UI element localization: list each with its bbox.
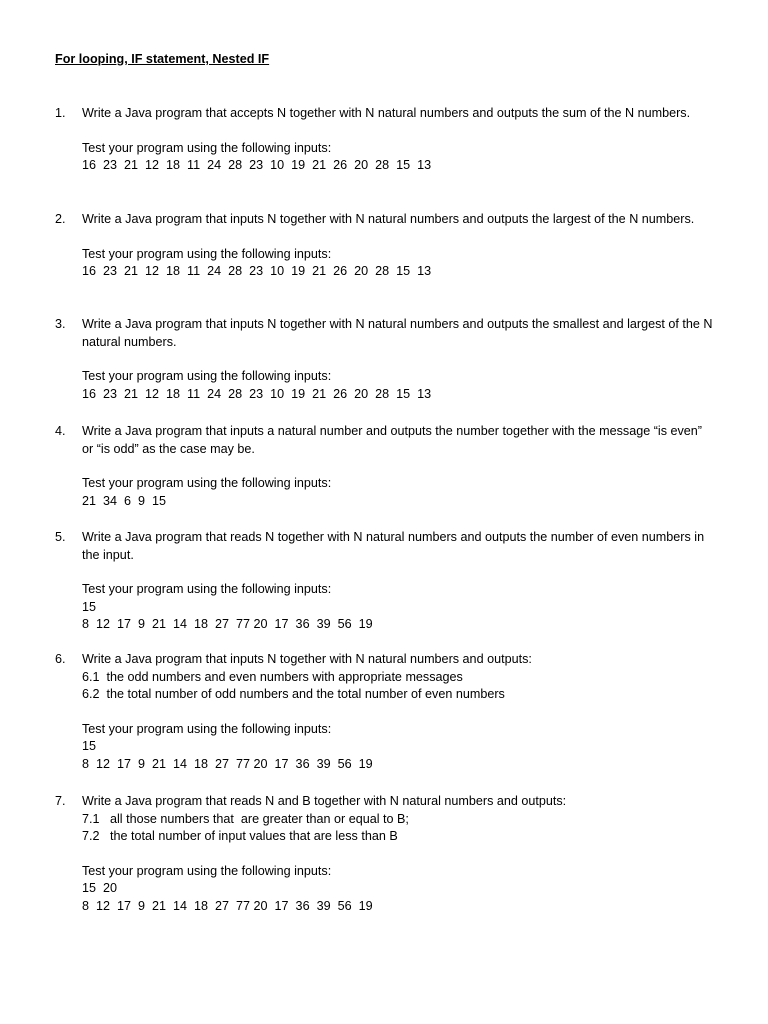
question-7 bbox=[55, 793, 715, 916]
question-2 bbox=[55, 211, 715, 281]
test-label: Test your program using the following inputs: bbox=[82, 582, 332, 597]
test-inputs: 16 23 21 12 18 11 24 28 23 10 19 21 26 20 28 15 13 bbox=[82, 386, 432, 401]
test-inputs: 8 12 17 9 21 14 18 27 77 20 17 36 39 56 19 bbox=[82, 898, 373, 913]
question-text: Write a Java program that accepts N together with N natural numbers and outputs the sum of the N numbers. bbox=[82, 106, 691, 120]
test-label: Test your program using the following inputs: bbox=[82, 476, 332, 491]
test-inputs-count: 15 20 bbox=[82, 881, 118, 896]
question-text: Write a Java program that inputs N together with N natural numbers and outputs: bbox=[82, 652, 532, 666]
question-number: 3. bbox=[55, 317, 66, 331]
test-label: Test your program using the following inputs: bbox=[82, 369, 332, 384]
question-number: 7. bbox=[55, 794, 66, 808]
test-inputs: 16 23 21 12 18 11 24 28 23 10 19 21 26 20 28 15 13 bbox=[82, 158, 432, 173]
test-inputs: 16 23 21 12 18 11 24 28 23 10 19 21 26 20 28 15 13 bbox=[82, 264, 432, 279]
question-number: 1. bbox=[55, 106, 66, 120]
question-text: Write a Java program that inputs a natural number and outputs the number together with the message “is even” or “is odd” as the case may be. bbox=[82, 424, 702, 456]
test-inputs: 21 34 6 9 15 bbox=[82, 493, 167, 508]
test-label: Test your program using the following inputs: bbox=[82, 863, 332, 878]
document-heading: For looping, IF statement, Nested IF bbox=[55, 52, 270, 66]
question-3 bbox=[55, 316, 715, 403]
question-number: 4. bbox=[55, 424, 66, 438]
question-text: Write a Java program that reads N and B together with N natural numbers and outputs: bbox=[82, 794, 567, 808]
test-label: Test your program using the following inputs: bbox=[82, 721, 332, 736]
test-inputs: 8 12 17 9 21 14 18 27 77 20 17 36 39 56 19 bbox=[82, 617, 373, 632]
question-text: Write a Java program that inputs N together with N natural numbers and outputs the smallest and largest of the N natural numbers. bbox=[82, 317, 713, 349]
test-label: Test your program using the following inputs: bbox=[82, 246, 332, 261]
question-4 bbox=[55, 423, 715, 510]
test-inputs-count: 15 bbox=[82, 739, 97, 754]
question-text: Write a Java program that inputs N together with N natural numbers and outputs the largest of the N numbers. bbox=[82, 212, 695, 226]
question-number: 5. bbox=[55, 530, 66, 544]
test-inputs: 8 12 17 9 21 14 18 27 77 20 17 36 39 56 19 bbox=[82, 756, 373, 771]
question-6 bbox=[55, 651, 715, 774]
test-label: Test your program using the following inputs: bbox=[82, 140, 332, 155]
question-number: 6. bbox=[55, 652, 66, 666]
sub-item: 7.2 the total number of input values that are less than B bbox=[82, 829, 398, 844]
question-1 bbox=[55, 105, 715, 175]
question-5 bbox=[55, 529, 715, 634]
sub-item: 7.1 all those numbers that are greater than or equal to B; bbox=[82, 811, 409, 826]
sub-item: 6.2 the total number of odd numbers and the total number of even numbers bbox=[82, 687, 505, 702]
sub-item: 6.1 the odd numbers and even numbers with appropriate messages bbox=[82, 669, 463, 684]
test-inputs-count: 15 bbox=[82, 599, 97, 614]
question-text: Write a Java program that reads N together with N natural numbers and outputs the number of even numbers in the input. bbox=[82, 530, 705, 562]
question-number: 2. bbox=[55, 212, 66, 226]
